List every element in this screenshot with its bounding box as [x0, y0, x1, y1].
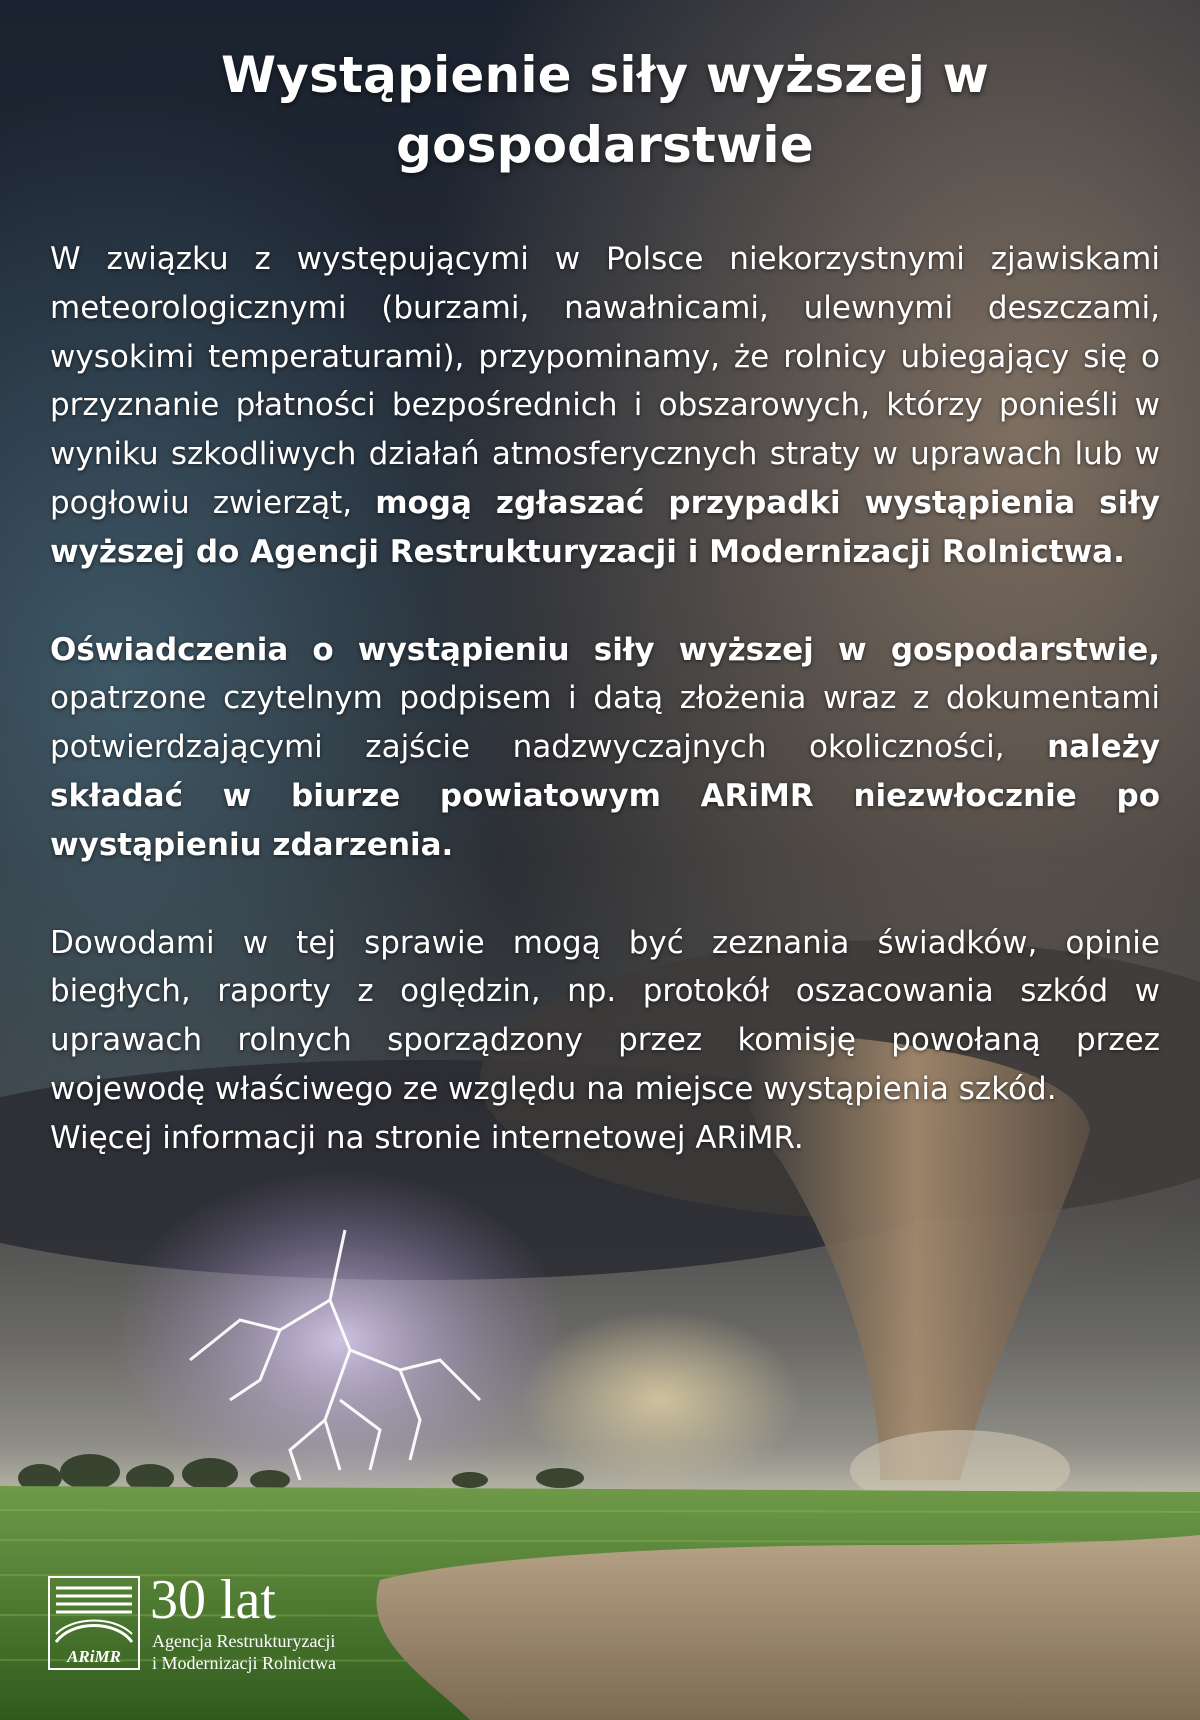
declaration-text: opatrzone czytelnym podpisem i datą złożenia wraz z dokumentami potwierdzającymi zajście nadzwyczajnych okoliczności, — [50, 680, 1160, 766]
arimr-logo — [48, 1569, 378, 1682]
agency-name-line1: Agencja Restrukturyzacji — [152, 1631, 336, 1651]
arimr-logo-mark-icon — [48, 1576, 140, 1670]
evidence-paragraph: Dowodami w tej sprawie mogą być zeznania świadków, opinie biegłych, raporty z oględzin, np. protokół oszacowania szkód w uprawach rolnych sporządzony przez komisję powołaną przez wojewodę właściwego ze względu na miejsce wystąpienia szkód. — [50, 924, 1160, 1107]
anniversary-text: 30 lat — [150, 1569, 276, 1631]
declaration-paragraph — [50, 626, 1160, 870]
declaration-bold-end: należy składać w biurze powiatowym ARiMR niezwłocznie po wystąpieniu zdarzenia. — [50, 729, 1160, 863]
agency-name-line2: i Modernizacji Rolnictwa — [152, 1653, 336, 1673]
main-content — [50, 40, 1160, 1163]
intro-text: W związku z występującymi w Polsce niekorzystnymi zjawiskami meteorologicznymi (burzami, nawałnicami, ulewnymi deszczami, wysokimi temperaturami), przypominamy, że rolnicy ubiegający się o przyznanie płatności bezpośrednich i obszarowych, którzy ponieśli w wyniku szkodliwych działań atmosferycznych straty w uprawach lub w pogłowiu zwierząt, — [50, 241, 1160, 521]
more-info-paragraph: Więcej informacji na stronie internetowej ARiMR. — [50, 1119, 804, 1156]
intro-bold-text: mogą zgłaszać przypadki wystąpienia siły wyższej do Agencji Restrukturyzacji i Modernizacji Rolnictwa. — [50, 484, 1160, 570]
declaration-bold-start: Oświadczenia o wystąpieniu siły wyższej w gospodarstwie, — [50, 631, 1160, 668]
page-title: Wystąpienie siły wyższej w gospodarstwie — [220, 46, 990, 174]
intro-paragraph — [50, 235, 1160, 577]
logo-mark-text: ARiMR — [67, 1647, 121, 1666]
